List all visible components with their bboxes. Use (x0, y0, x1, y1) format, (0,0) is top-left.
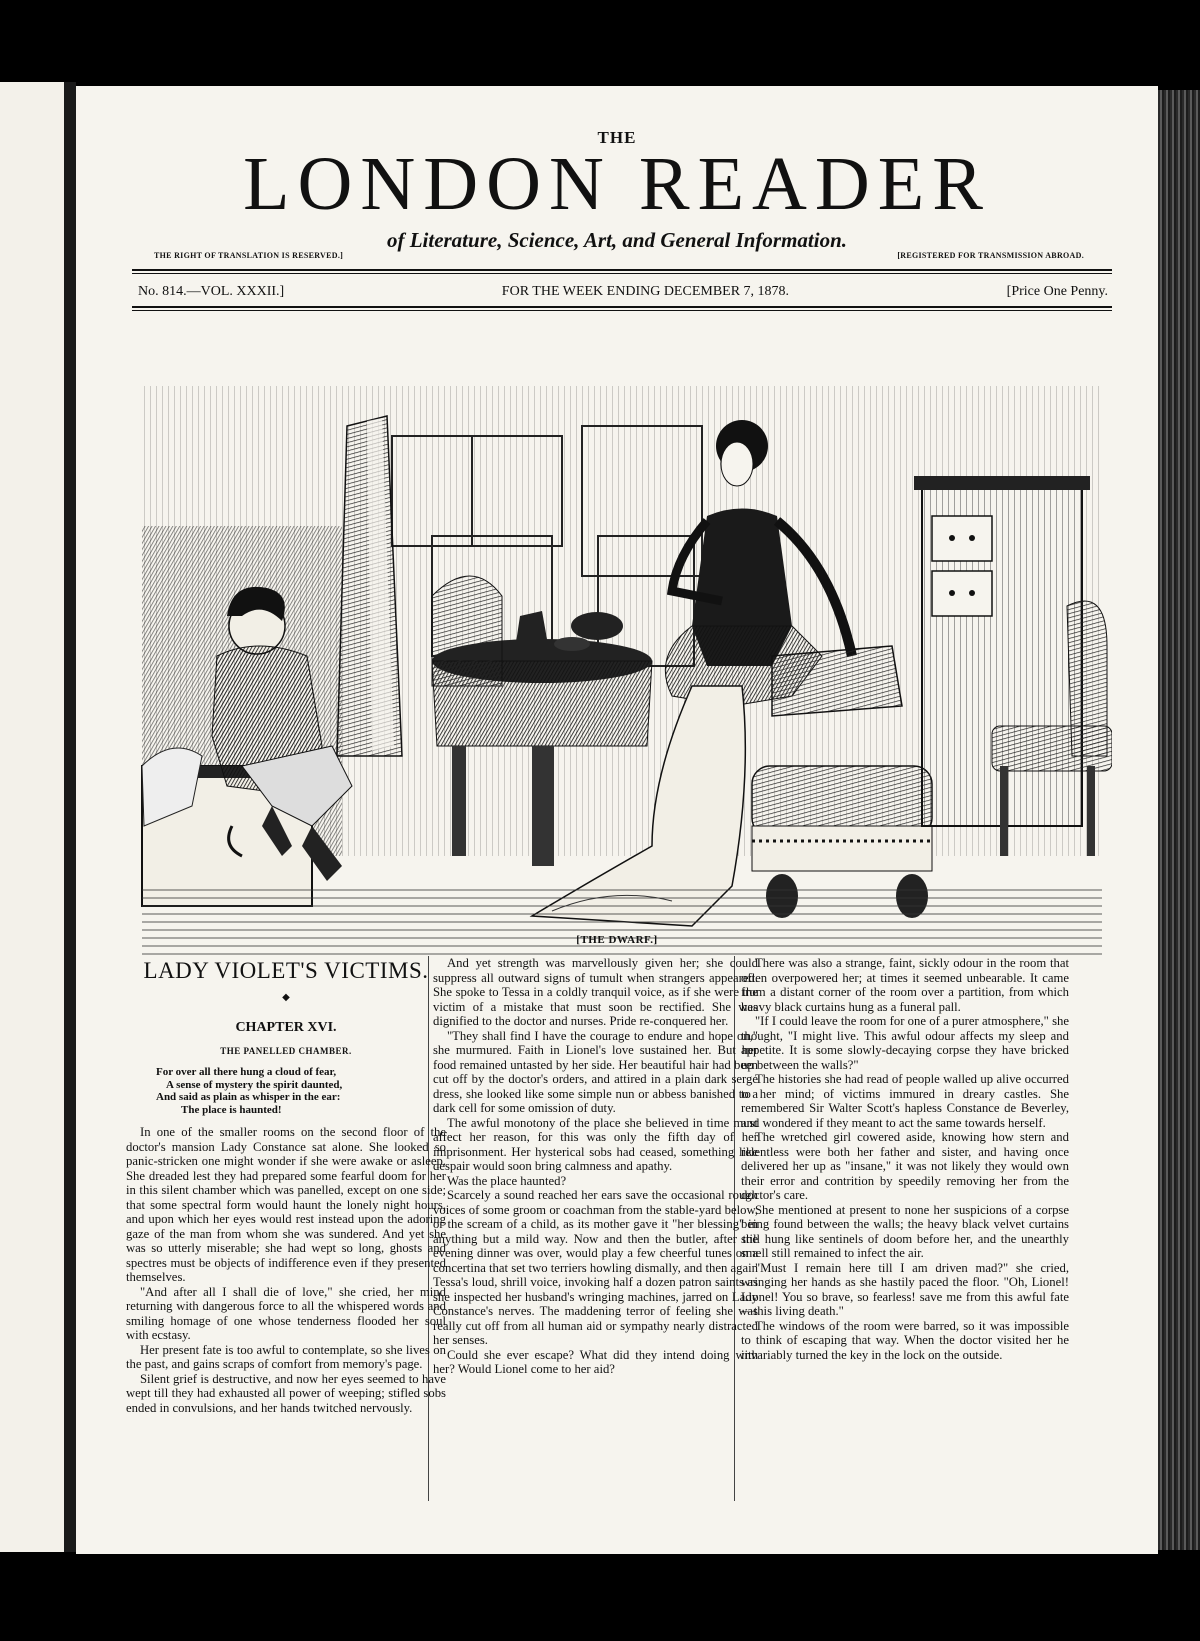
title-ornament: ◆ (282, 991, 290, 1003)
paragraph: The wretched girl cowered aside, knowing how stern and relentless were both her father and sister, and having once delivered her up as "insane," it was not likely they would own their error and contrition by speedily removing her from the doctor's care. (741, 1130, 1069, 1202)
paragraph: The windows of the room were barred, so it was impossible to think of escaping that way. When the doctor visited her he invariably turned the key in the lock on the outside. (741, 1318, 1069, 1362)
paragraph: "They shall find I have the courage to endure and hope on," she murmured. Faith in Lionel's love sustained her. But her food remained untasted by her side. Her beautiful hair had been cut off by the doctor's orders, and attired in a plain dark serge dress, she looked like some simple nun or abbess banished to a dark cell for some omission of duty. (433, 1028, 758, 1115)
story-title: LADY VIOLET'S VICTIMS. (143, 958, 429, 983)
paragraph: Could she ever escape? What did they intend doing with her? Would Lionel come to her aid? (433, 1347, 758, 1376)
newspaper-page (76, 86, 1158, 1554)
column-1 (126, 954, 446, 1415)
rule-bottom (132, 306, 1112, 308)
dateline (138, 284, 1108, 300)
page-stack-edge (1158, 90, 1200, 1550)
rule-top-thin (132, 273, 1112, 274)
paragraph: She mentioned at present to none her suspicions of a corpse being found between the walls; the heavy black velvet curtains still hung like sentinels of doom before her, and the unearthly smell still remained to infect the air. (741, 1202, 1069, 1260)
paragraph: And yet strength was marvellously given her; she could suppress all outward signs of tumult when strangers appeared. She spoke to Tessa in a coldly tranquil voice, as if she were the victim of a mistake that must soon be rectified. She was dignified to the doctor and nurses. Pride re-conquered her. (433, 956, 758, 1028)
verse-line: A sense of mystery the spirit daunted, (166, 1078, 343, 1091)
paragraph: Scarcely a sound reached her ears save the occasional rough voices of some groom or coachman from the stable-yard below, or the scream of a child, as its mother gave it "her blessing" in anything but a mild way. Now and then the butler, after the evening dinner was over, would play a few cheerful tunes on a concertina that set two terriers howling dismally, and then again Tessa's loud, shrill voice, invoking half a dozen patron saints as she inspected her husband's wringing machines, jarred on Lady Constance's nerves. The maddening terror of feeling she was really cut off from all human aid or sympathy nearly distracted her senses. (433, 1188, 758, 1347)
price: [Price One Penny. (1006, 284, 1108, 299)
column-2 (433, 956, 758, 1377)
paragraph: The histories she had read of people walled up alive occurred to her mind; of victims immured in dreary castles. She remembered Sir Walter Scott's hapless Constance de Beverley, and wondered if they meant to act the same towards herself. (741, 1072, 1069, 1130)
masthead-subtitle: of Literature, Science, Art, and General Information. (386, 228, 848, 252)
book-gutter (64, 82, 76, 1552)
column-3 (741, 956, 1069, 1362)
paragraph: The awful monotony of the place she believed in time must affect her reason, for this was only the fifth day of her imprisonment. Her hysterical sobs had ceased, something like despair would soon bring calmness and apathy. (433, 1115, 758, 1173)
epigraph-verse (126, 1066, 446, 1116)
registration-notice: [REGISTERED FOR TRANSMISSION ABROAD. (897, 251, 1084, 260)
rule-top (132, 269, 1112, 271)
paragraph: In one of the smaller rooms on the second floor of the doctor's mansion Lady Constance sat alone. She looked so panic-stricken one might wonder if she were awake or asleep. She dreaded lest they had prepared some fearful doom for her in this silent chamber which was panelled, except on one side; that some spectral form would haunt the lonely night hours, and upon which her eyes would rest instead upon the adoring gaze of the man from whom she was sundered. And yet she was so utterly miserable; she had wept so long, ghosts and spectres must be objects of indifference even if they presented themselves. (126, 1125, 446, 1284)
paragraph: "Must I remain here till I am driven mad?" she cried, wringing her hands as she hastily paced the floor. "Oh, Lionel! Lionel! You so brave, so fearless! save me from this awful fate—this living death." (741, 1260, 1069, 1318)
paragraph: "If I could leave the room for one of a purer atmosphere," she thought, "I might live. This awful odour affects my sleep and appetite. It is some slowly-decaying corpse they have bricked up between the walls?" (741, 1014, 1069, 1072)
verse-line: The place is haunted! (181, 1103, 282, 1116)
masthead-the: THE (597, 128, 637, 147)
masthead-title: LONDON READER (243, 142, 991, 226)
chapter-subtitle: THE PANELLED CHAMBER. (220, 1045, 352, 1056)
verse-line: And said as plain as whisper in the ear: (156, 1091, 341, 1103)
paragraph: Was the place haunted? (447, 1173, 567, 1188)
paragraph: "And after all I shall die of love," she cried, her mind returning with dangerous force to all the whispered words and smiling homage of one whose tenderness flooded her soul with ecstasy. (126, 1284, 446, 1342)
rule-bottom-thin (132, 310, 1112, 311)
paragraph: Silent grief is destructive, and now her eyes seemed to have wept till they had exhausted all power of weeping; stifled sobs ended in convulsions, and her hands twitched nervously. (126, 1371, 446, 1415)
verse-line: For over all there hung a cloud of fear, (156, 1066, 337, 1078)
issue-number: No. 814.—VOL. XXXII.] (138, 284, 285, 299)
week-ending: FOR THE WEEK ENDING DECEMBER 7, 1878. (501, 284, 790, 299)
facing-page-edge (0, 82, 64, 1552)
paragraph: There was also a strange, faint, sickly odour in the room that often overpowered her; at times it seemed unbearable. It came from a distant corner of the room over a partition, from which heavy black curtains hung as a funeral pall. (741, 956, 1069, 1014)
engraving-illustration (132, 326, 1112, 966)
illustration-caption: [THE DWARF.] (576, 934, 658, 946)
chapter-heading: CHAPTER XVI. (235, 1020, 337, 1035)
rights-notice: THE RIGHT OF TRANSLATION IS RESERVED.] (154, 251, 344, 260)
paragraph: Her present fate is too awful to contemplate, so she lives on the past, and gains scraps of comfort from memory's page. (126, 1342, 446, 1371)
